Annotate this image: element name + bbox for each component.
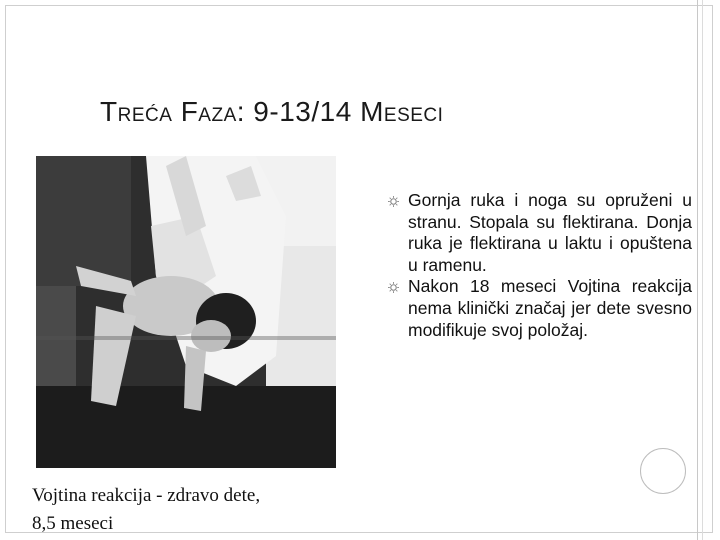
photo-drawing	[36, 156, 336, 468]
photo-caption	[32, 482, 362, 538]
right-rule-line	[697, 0, 698, 540]
sun-bullet-icon	[388, 282, 399, 293]
slide-title	[100, 96, 620, 136]
title-part: REĆA	[117, 105, 173, 126]
list-item	[388, 190, 692, 276]
baby-held-photo	[36, 156, 336, 468]
bullet-text: Nakon 18 meseci Vojtina reakcija nema klinički značaj jer dete svesno modifikuje svoj položaj.	[408, 276, 692, 340]
sun-bullet-icon	[388, 196, 399, 207]
list-item	[388, 276, 692, 341]
title-part: AZA	[198, 105, 237, 126]
right-rule-line-secondary	[702, 0, 703, 540]
caption-line: Vojtina reakcija - zdravo dete,	[32, 485, 261, 506]
title-part: ESECI	[383, 105, 444, 126]
title-part: F	[180, 96, 199, 127]
title-part: : 9-13/14	[236, 96, 361, 127]
bullet-list	[388, 190, 692, 341]
title-part: T	[100, 96, 118, 127]
title-part: M	[360, 96, 384, 127]
decorative-circle-icon	[640, 448, 686, 494]
bullet-text: Gornja ruka i noga su opruženi u stranu. Stopala su flektirana. Donja ruka je flektirana u laktu i opuštena u ramenu.	[408, 190, 692, 275]
title-part	[172, 96, 180, 127]
caption-line: 8,5 meseci	[32, 513, 114, 534]
